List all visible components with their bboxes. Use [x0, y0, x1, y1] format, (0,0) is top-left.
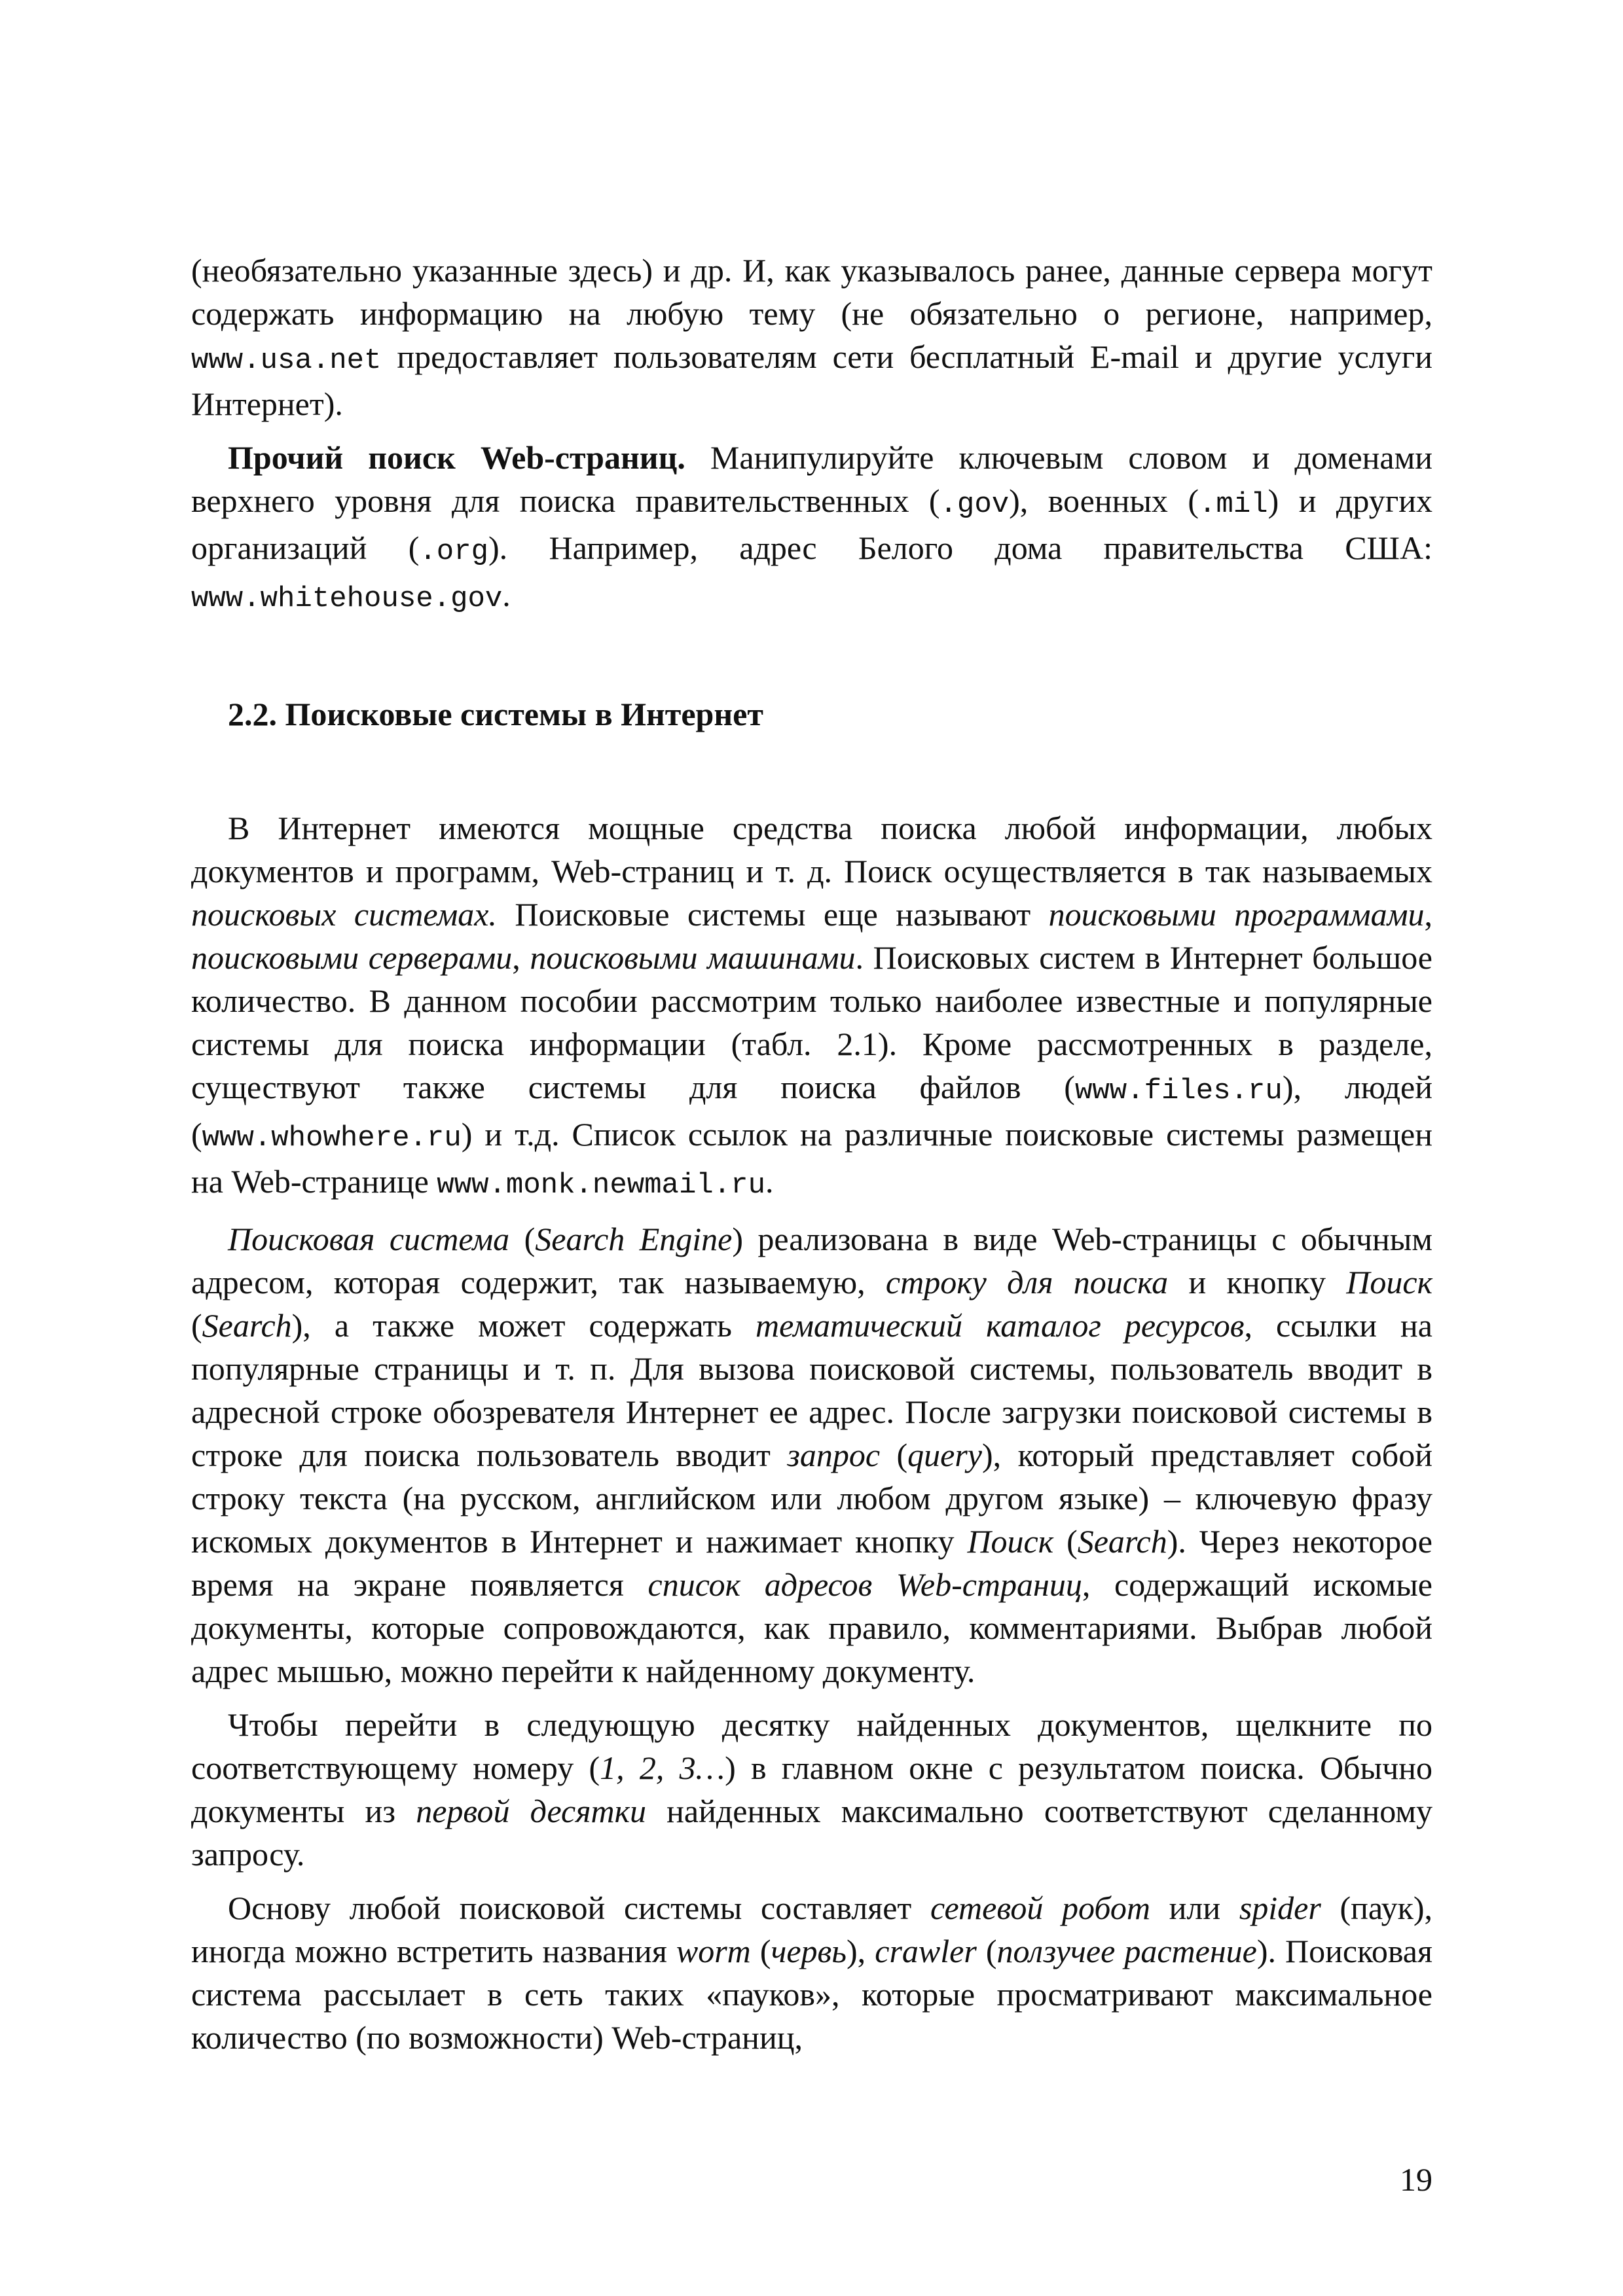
text: .	[765, 1163, 774, 1200]
text: ),	[847, 1933, 875, 1969]
text: , содержащий искомые документы, которые сопровождаются, как правило, комментариями. Выбрав любой адрес мышью, можно перейти к найденному документу.	[191, 1566, 1432, 1689]
text: (	[976, 1933, 997, 1969]
url-whitehouse: www.whitehouse.gov	[191, 583, 503, 615]
italic-term: первой десятки	[416, 1793, 646, 1829]
domain-mil: .mil	[1199, 488, 1268, 521]
italic-term: query	[907, 1437, 982, 1473]
paragraph-3	[191, 806, 1432, 1207]
italic-term: поисковыми машинами	[530, 939, 856, 976]
text: и кнопку	[1168, 1264, 1347, 1300]
text: Поисковые системы еще называют	[496, 896, 1049, 933]
text: ) в главном окне с результатом поиска. Обычно документы из	[191, 1749, 1432, 1829]
text: Манипулируйте ключевым словом и доменами верхнего уровня для поиска правительственных (	[191, 439, 1433, 519]
text: ,	[1424, 896, 1433, 933]
text: ), людей (	[191, 1069, 1432, 1153]
text: или	[1150, 1890, 1239, 1926]
domain-org: .org	[419, 535, 489, 568]
italic-term: сетевой робот	[930, 1890, 1150, 1926]
paragraph-2	[191, 436, 1432, 620]
url-monk: www.monk.newmail.ru	[437, 1169, 765, 1202]
text: ) и других организаций (	[191, 482, 1432, 566]
text: ) и т.д. Список ссылок на различные поисковые системы размещен на Web-странице	[191, 1116, 1432, 1200]
italic-term: Search Engine	[535, 1221, 733, 1257]
text: Чтобы перейти в следующую десятку найденных документов, щелкните по соответствующему номеру (	[191, 1706, 1432, 1786]
text: ). Через некоторое время на экране появляется	[191, 1523, 1433, 1603]
italic-term: Search	[1077, 1523, 1167, 1560]
text: .	[502, 577, 511, 613]
url-files: www.files.ru	[1074, 1075, 1283, 1107]
text: (	[1053, 1523, 1078, 1560]
italic-term: поисковыми программами	[1048, 896, 1425, 933]
italic-term: поисковых системах.	[191, 896, 497, 933]
italic-term: строку для поиска	[885, 1264, 1169, 1300]
text: (	[509, 1221, 536, 1257]
paragraph-4	[191, 1217, 1432, 1693]
page-content	[191, 249, 1432, 2059]
text: (необязательно указанные здесь) и др. И, как указывалось ранее, данные сервера могут содержать информацию на любую тему (не обязательно о регионе, например,	[191, 252, 1432, 332]
italic-term: поисковыми серверами	[191, 939, 513, 976]
domain-gov: .gov	[939, 488, 1010, 521]
text: ), а также может содержать	[291, 1307, 756, 1344]
text: ) реализована в виде Web-страницы с обычным адресом, которая содержит, так называемую,	[191, 1221, 1433, 1300]
italic-term: crawler	[875, 1933, 977, 1969]
italic-term: запрос	[787, 1437, 881, 1473]
text: (паук), иногда можно встретить названия	[191, 1890, 1433, 1969]
italic-term: 1, 2, 3…	[600, 1749, 725, 1786]
italic-term: червь	[771, 1933, 847, 1969]
paragraph-6	[191, 1886, 1432, 2059]
italic-term: тематический каталог ресурсов	[756, 1307, 1245, 1344]
text: В Интернет имеются мощные средства поиска любой информации, любых документов и программ, Web-страниц и т. д. Поиск осуществляется в так называемых	[191, 810, 1432, 889]
text: Основу любой поисковой системы составляет	[228, 1890, 930, 1926]
text: ), который представляет собой строку текста (на русском, английском или любом другом языке) – ключевую фразу искомых документов в Интернет и нажимает кнопку	[191, 1437, 1432, 1560]
italic-term: список адресов Web-страниц	[647, 1566, 1082, 1603]
italic-term: ползучее растение	[996, 1933, 1257, 1969]
text: ). Например, адрес Белого дома правительства США:	[488, 529, 1432, 566]
italic-term: worm	[676, 1933, 751, 1969]
text: (	[191, 1307, 202, 1344]
text: . Поисковых систем в Интернет большое количество. В данном пособии рассмотрим только наиболее известные и популярные системы для поиска информации (табл. 2.1). Кроме рассмотренных в разделе, существуют также системы для поиска файлов (	[191, 939, 1432, 1105]
url-whowhere: www.whowhere.ru	[202, 1122, 462, 1155]
url-usa-net: www.usa.net	[191, 344, 382, 377]
text: найденных максимально соответствуют сделанному запросу.	[191, 1793, 1432, 1873]
italic-term: Поиск	[1346, 1264, 1432, 1300]
text: (	[880, 1437, 908, 1473]
text: предоставляет пользователям сети бесплатный E-mail и другие услуги Интернет).	[191, 338, 1432, 422]
italic-term: Поиск	[967, 1523, 1054, 1560]
italic-term: Поисковая система	[228, 1221, 510, 1257]
text: (	[750, 1933, 771, 1969]
text: ), военных (	[1009, 482, 1199, 519]
italic-term: Search	[202, 1307, 292, 1344]
section-heading: 2.2. Поисковые системы в Интернет	[228, 696, 763, 732]
page-number: 19	[1400, 2161, 1432, 2198]
text: ). Поисковая система рассылает в сеть таких «пауков», которые просматривают максимальное количество (по возможности) Web-страниц,	[191, 1933, 1432, 2056]
paragraph-1	[191, 249, 1432, 425]
italic-term: spider	[1239, 1890, 1321, 1926]
paragraph-lead-bold: Прочий поиск Web-страниц.	[228, 439, 685, 476]
text: , ссылки на популярные страницы и т. п. Для вызова поисковой системы, пользователь вводит в адресной строке обозревателя Интернет ее адрес. После загрузки поисковой системы в строке для поиска пользователь вводит	[191, 1307, 1432, 1473]
text: ,	[512, 939, 530, 976]
paragraph-5	[191, 1703, 1432, 1876]
